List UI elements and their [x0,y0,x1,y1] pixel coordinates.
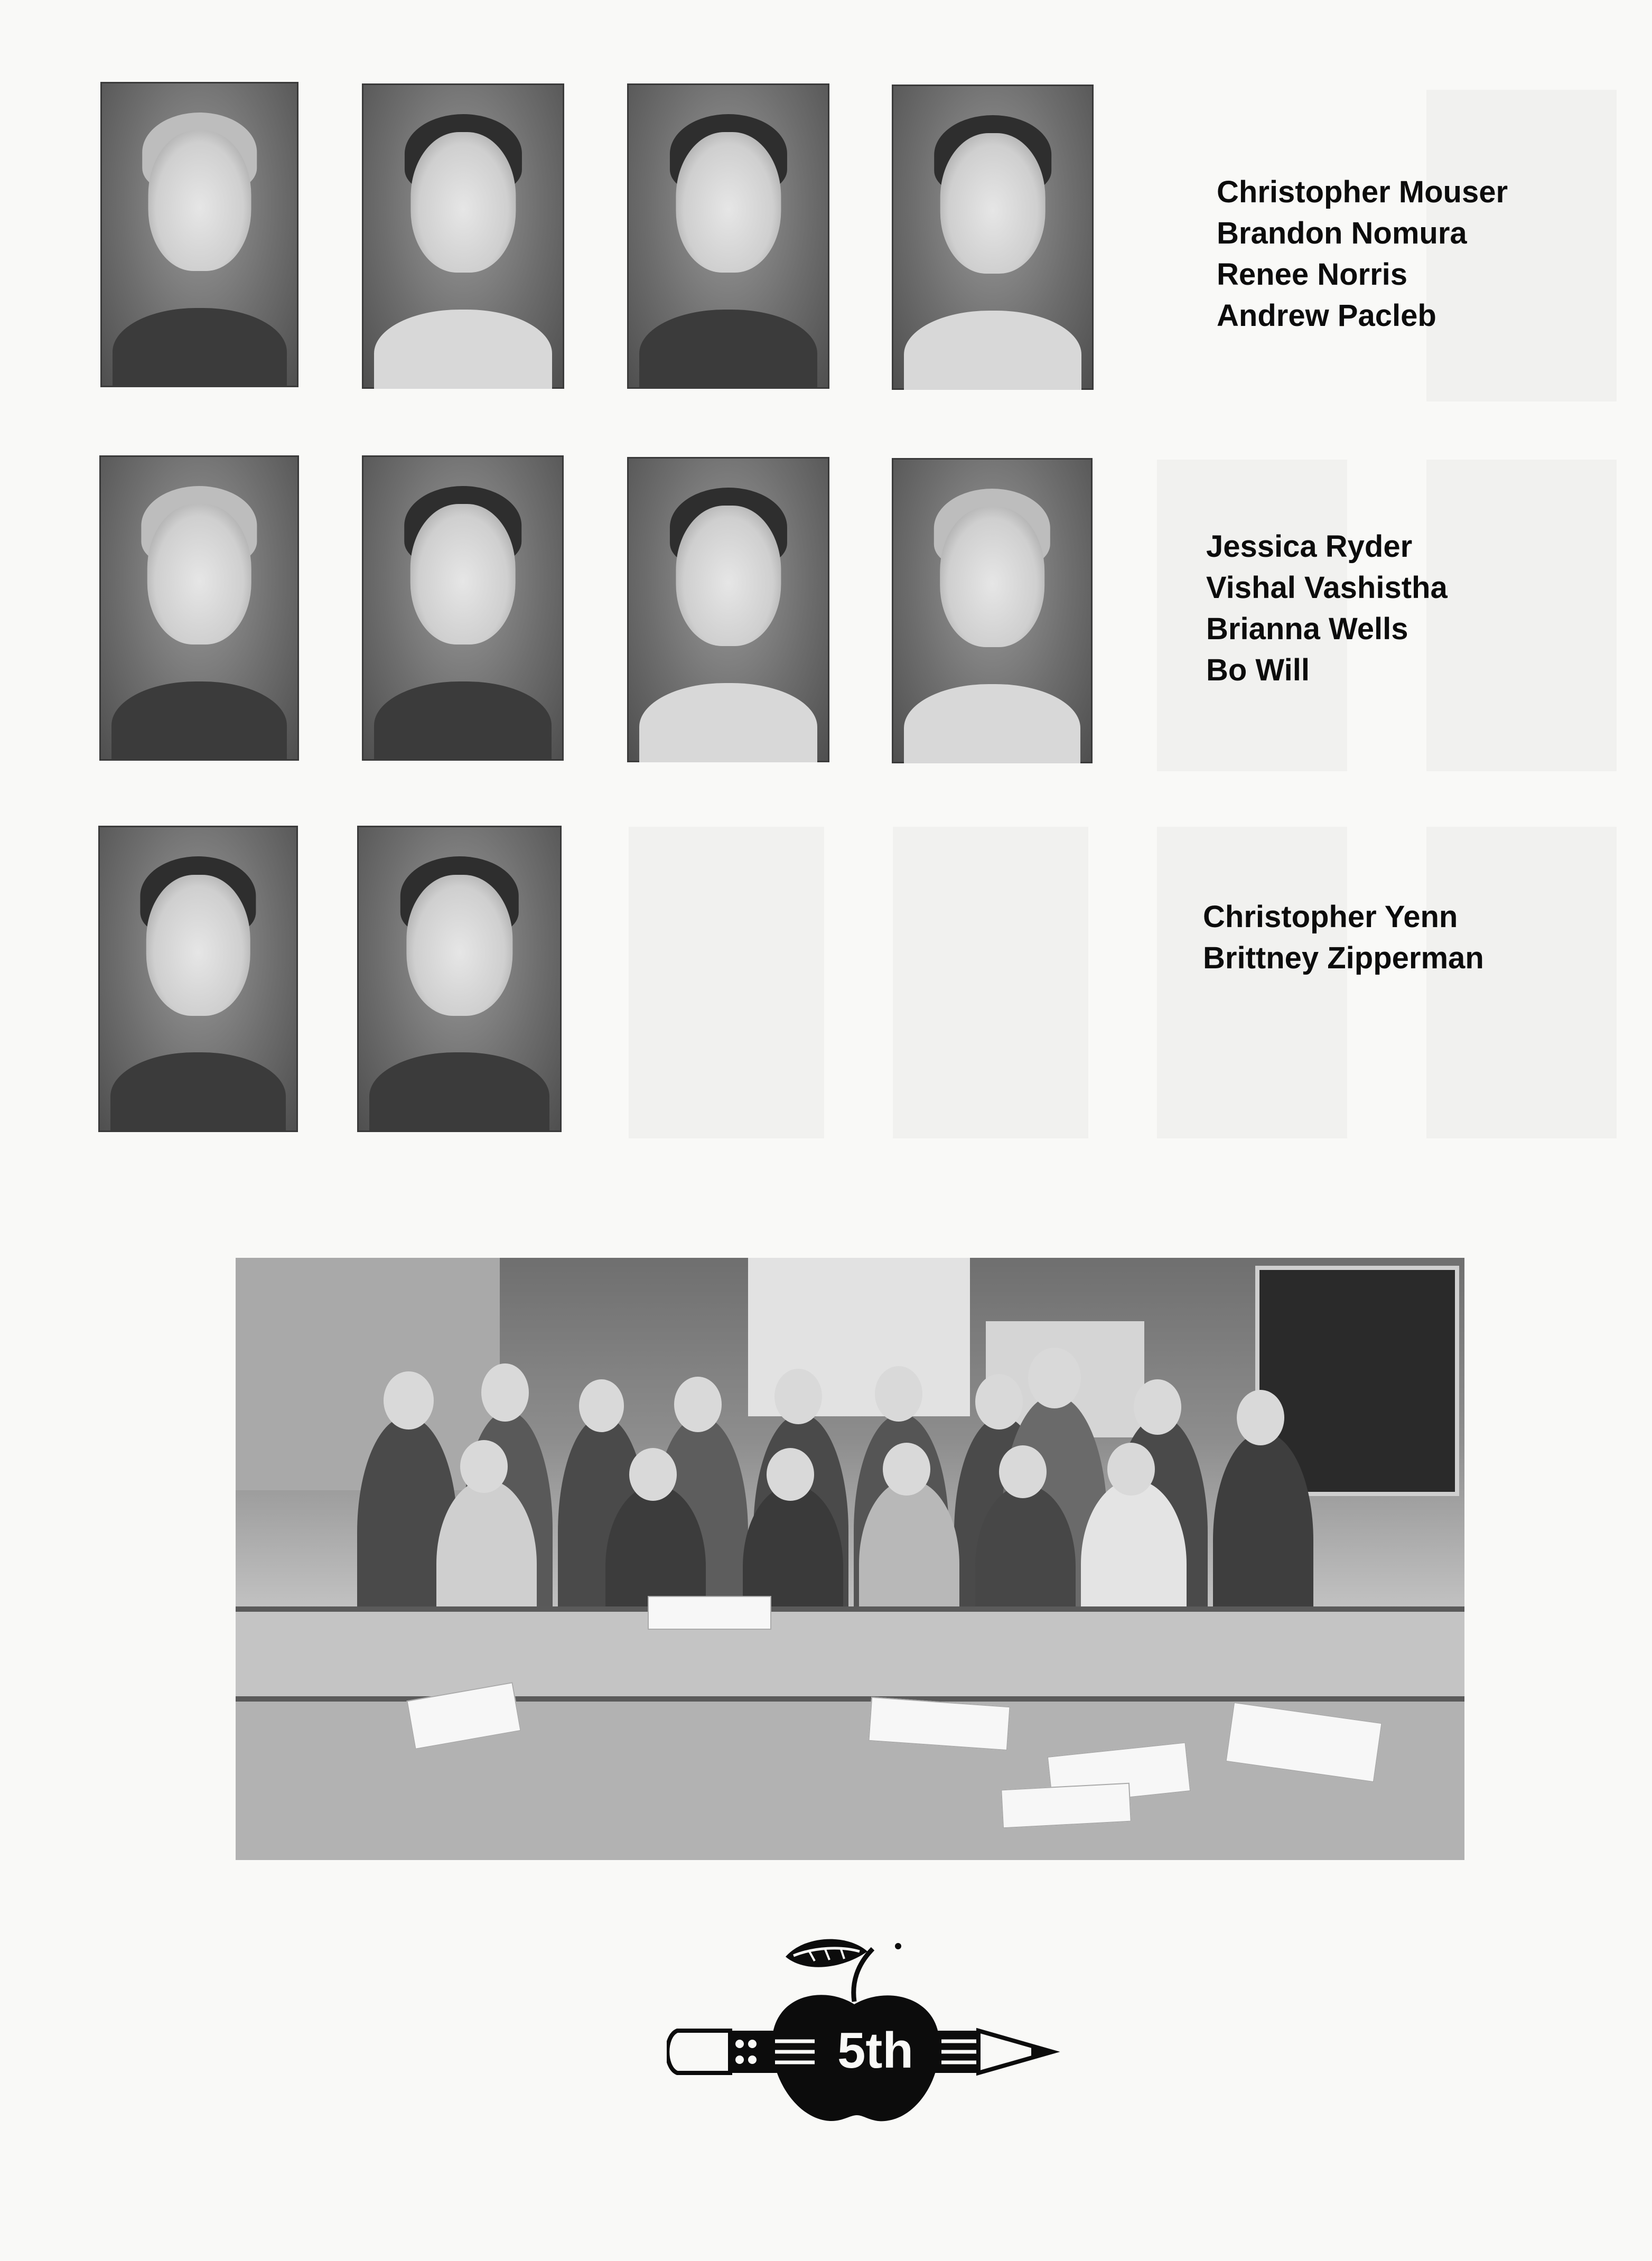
grade-label: 5th [837,2022,913,2079]
bleed-through-ghost [893,827,1088,1138]
portrait-bo-will [892,458,1093,763]
bleed-through-ghost [1426,827,1617,1138]
portrait-christopher-yenn [98,826,298,1132]
names-row-2 [1206,526,1448,691]
bleed-through-ghost [1426,460,1617,771]
names-row-1 [1217,172,1508,337]
student-name: Brianna Wells [1206,612,1408,646]
portrait-brittney-zipperman [357,826,562,1132]
student-name: Vishal Vashistha [1206,571,1448,605]
student-name: Bo Will [1206,653,1310,687]
portrait-vishal-vashistha [362,455,564,761]
bleed-through-ghost [629,827,824,1138]
student-name: Brittney Zipperman [1203,941,1484,975]
portrait-renee-norris [627,83,829,389]
bleed-through-ghost [1157,827,1347,1138]
student-name: Andrew Pacleb [1217,298,1436,333]
portrait-brianna-wells [627,457,829,762]
student-name: Christopher Mouser [1217,175,1508,209]
portrait-brandon-nomura [362,83,564,389]
portrait-jessica-ryder [99,455,299,761]
portrait-andrew-pacleb [892,85,1094,390]
student-name: Renee Norris [1217,257,1408,292]
names-row-3 [1203,896,1484,979]
wall-bulletin-board [236,1258,500,1490]
apple-pencil-icon [667,1936,1095,2131]
student-name: Jessica Ryder [1206,529,1413,564]
portrait-christopher-mouser [100,82,298,387]
student-name: Brandon Nomura [1217,216,1467,250]
class-group-photo [236,1258,1464,1860]
student-name: Christopher Yenn [1203,900,1458,934]
